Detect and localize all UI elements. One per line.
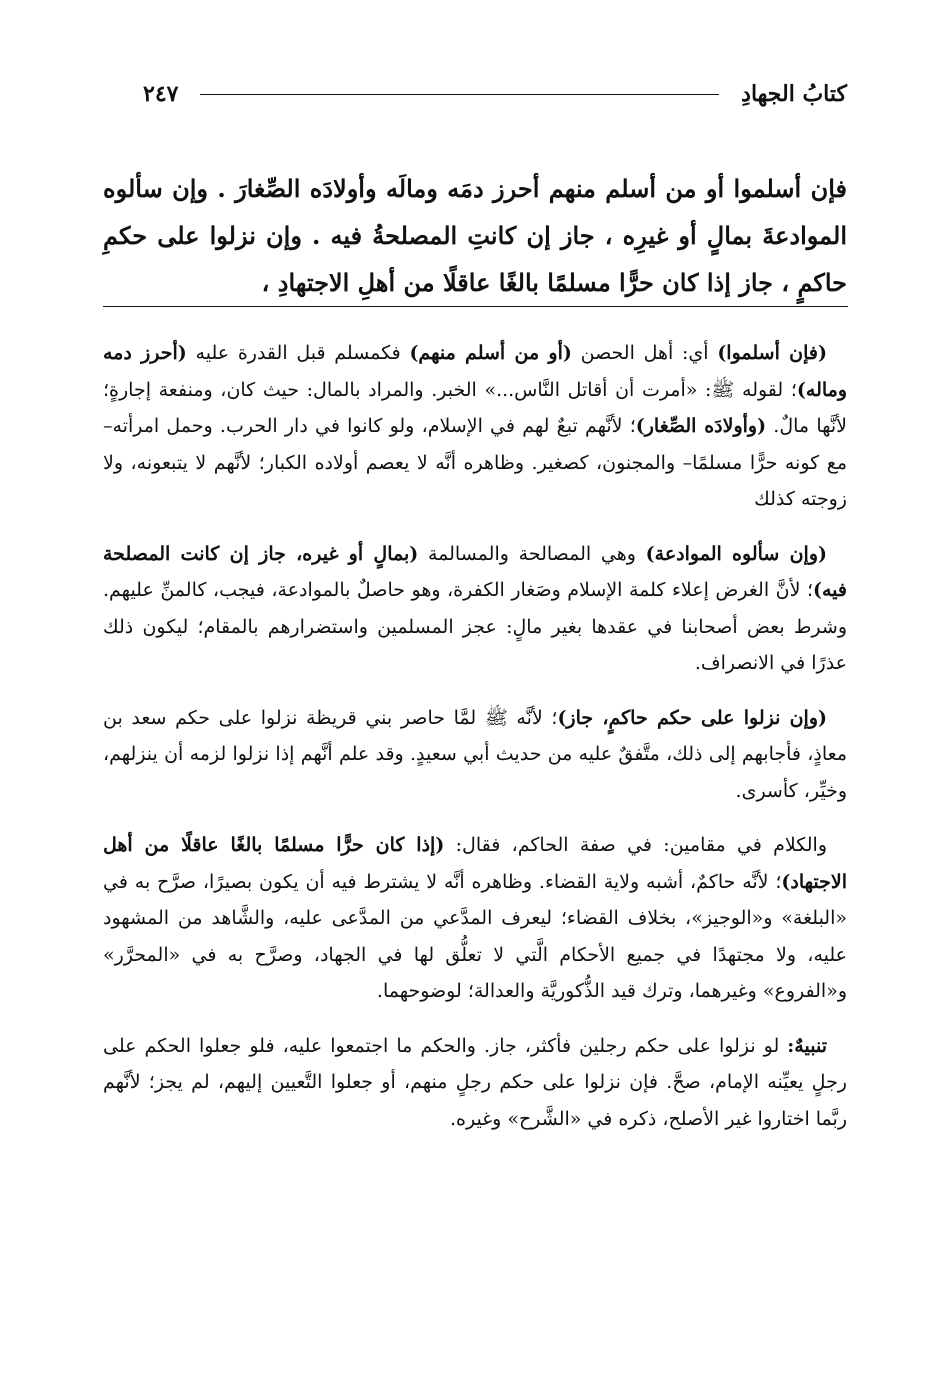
quoted-matn: (بمالٍ أو غيره، جاز إن كانت المصلحة فيه) [103, 542, 847, 601]
commentary-text: ؛ لأنَّه حاكمٌ، أشبه ولاية القضاء. وظاهره أنَّه لا يشترط فيه أن يكون بصيرًا، صرَّح به في «البلغة» و«الوجيز»، بخلاف القضاء؛ ليعرف المدَّعي من المدَّعى عليه، والشَّاهد من المشهود عليه، ولا مجتهدًا في جميع الأحكام الَّتي لا تعلُّق لها في الجهاد، وصرَّح به في «المحرَّر» و«الفروع» وغيرهما، وترك قيد الذُّكوريَّة والعدالة؛ لوضوحهما. [103, 870, 847, 1002]
quoted-matn: (وأولادَه الصِّغار) [635, 415, 767, 437]
commentary-text: والكلام في مقامين: في صفة الحاكم، فقال: [444, 834, 827, 856]
quoted-matn: (وإن نزلوا على حكم حاكمٍ، جاز) [557, 706, 828, 729]
quoted-matn: (أحرز دمه وماله) [103, 342, 847, 401]
header-rule [200, 94, 719, 95]
commentary-text: ؛ لأنَّه ﷺ لمَّا حاصر بني قريظة نزلوا على حكم سعد بن معاذٍ، فأجابهم إلى ذلك، متَّفقٌ عليه من حديث أبي سعيدٍ. وقد علم أنَّهم إذا نزلوا لزمه أن ينزلهم، وخيِّر، كأسرى. [103, 706, 847, 802]
commentary-text: وهي المصالحة والمسالمة [418, 542, 646, 565]
commentary-paragraph-3 [103, 700, 847, 810]
commentary-paragraph-5 [103, 1028, 847, 1138]
page-header [143, 74, 847, 114]
commentary-text: لو نزلوا على حكم رجلين فأكثر، جاز. والحكم ما اجتمعوا عليه، فلو جعلوا الحكم على رجلٍ يعيِّنه الإمام، صحَّ. فإن نزلوا على حكم رجلٍ منهم، أو جعلوا التَّعيين إليهم، لم يجز؛ لأنَّهم ربَّما اختاروا غير الأصلح، ذكره في «الشَّرح» وغيره. [103, 1034, 847, 1130]
commentary [103, 335, 847, 1155]
quoted-matn: (وإن سألوه الموادعة) [645, 542, 827, 565]
commentary-text: ؛ لأنَّهم تبعٌ لهم في الإسلام، ولو كانوا في دار الحرب. وحمل امرأته– مع كونه حرًّا مسلمًا– والمجنون، كصغير. وظاهره أنَّه لا يعصم أولاده الكبار؛ لأنَّهم لا يتبعونه، ولا زوجته كذلك [103, 415, 847, 510]
commentary-text: ؛ لقوله ﷺ: «أمرت أن أقاتل النَّاس...» الخبر. والمراد بالمال: حيث كان، ومنفعة إجارةٍ؛ لأنَّها مالٌ. [103, 378, 847, 437]
quoted-matn: (فإن أسلموا) [717, 342, 827, 364]
commentary-paragraph-2 [103, 536, 847, 682]
page-number: ٢٤٧ [143, 81, 179, 107]
quoted-matn: (أو من أسلم منهم) [409, 342, 572, 364]
commentary-text: ؛ لأنَّ الغرض إعلاء كلمة الإسلام وصَغار الكفرة، وهو حاصلٌ بالموادعة، فيجب، كالمنِّ عليهم. وشرط بعض أصحابنا في عقدها بغير مالٍ: عجز المسلمين واستضرارهم بالمقام؛ ليكون ذلك عذرًا في الانصراف. [103, 579, 847, 674]
matn-separator [103, 306, 848, 307]
note-label: تنبيهٌ: [787, 1034, 827, 1057]
commentary-text: فكمسلم قبل القدرة عليه [186, 342, 410, 364]
matn-text: فإن أسلموا أو من أسلم منهم أحرز دمَه ومالَه وأولادَه الصِّغارَ . وإن سألوه الموادعةَ بمالٍ أو غيرِه ، جاز إن كانتِ المصلحةُ فيه . وإن نزلوا على حكمِ حاكمٍ ، جاز إذا كان حرًّا مسلمًا بالغًا عاقلًا من أهلِ الاجتهادِ ، [103, 174, 847, 297]
commentary-paragraph-1 [103, 335, 847, 518]
commentary-paragraph-4 [103, 827, 847, 1010]
running-title: كتابُ الجهادِ [741, 81, 847, 107]
quoted-matn: (إذا كان حرًّا مسلمًا بالغًا عاقلًا من أهل الاجتهاد) [103, 834, 847, 893]
commentary-text: أي: أهل الحصن [571, 342, 718, 364]
